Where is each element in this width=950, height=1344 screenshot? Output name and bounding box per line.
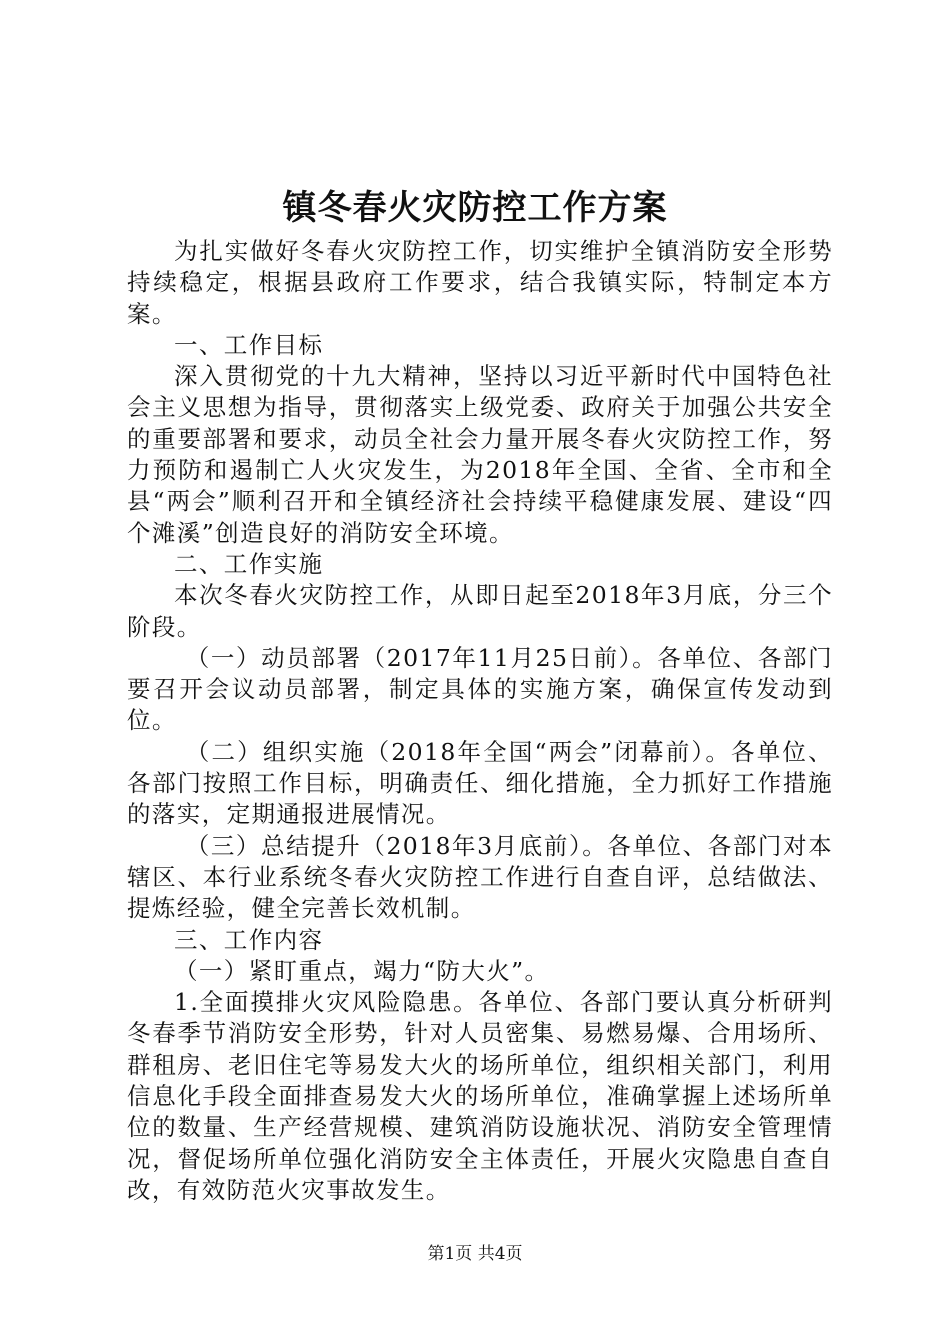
document-body: [127, 236, 833, 1206]
intro-paragraph: 为扎实做好冬春火灾防控工作，切实维护全镇消防安全形势持续稳定，根据县政府工作要求，结合我镇实际，特制定本方案。: [127, 237, 833, 328]
item-one-paragraph: 1.全面摸排火灾风险隐患。各单位、各部门要认真分析研判冬春季节消防安全形势，针对人员密集、易燃易爆、合用场所、群租房、老旧住宅等易发大火的场所单位，组织相关部门，利用信息化手段全面排查易发大火的场所单位，准确掌握上述场所单位的数量、生产经营规模、建筑消防设施状况、消防安全管理情况，督促场所单位强化消防安全主体责任，开展火灾隐患自查自改，有效防范火灾事故发生。: [127, 988, 833, 1204]
page-footer: 第1页 共4页: [427, 1244, 523, 1264]
section-heading-content: 三、工作内容: [174, 925, 324, 954]
document-title: 镇冬春火灾防控工作方案: [282, 188, 668, 228]
stage-three-paragraph: （三）总结提升（2018年3月底前）。各单位、各部门对本辖区、本行业系统冬春火灾防控工作进行自查自评，总结做法、提炼经验，健全完善长效机制。: [127, 831, 833, 923]
subsection-heading-prevent-fire: （一）紧盯重点，竭力“防大火”。: [174, 956, 550, 985]
section-heading-goals: 一、工作目标: [174, 330, 324, 359]
implementation-paragraph: 本次冬春火灾防控工作，从即日起至2018年3月底，分三个阶段。: [127, 581, 833, 641]
stage-one-paragraph: （一）动员部署（2017年11月25日前）。各单位、各部门要召开会议动员部署，制定具体的实施方案，确保宣传发动到位。: [127, 643, 833, 735]
goals-paragraph: 深入贯彻党的十九大精神，坚持以习近平新时代中国特色社会主义思想为指导，贯彻落实上级党委、政府关于加强公共安全的重要部署和要求，动员全社会力量开展冬春火灾防控工作，努力预防和遏制亡人火灾发生，为2018年全国、全省、全市和全县“两会”顺利召开和全镇经济社会持续平稳健康发展、建设“四个滩溪”创造良好的消防安全环境。: [127, 362, 833, 547]
stage-two-paragraph: （二）组织实施（2018年全国“两会”闭幕前）。各单位、各部门按照工作目标，明确责任、细化措施，全力抓好工作措施的落实，定期通报进展情况。: [127, 737, 833, 829]
section-heading-implementation: 二、工作实施: [174, 549, 324, 578]
